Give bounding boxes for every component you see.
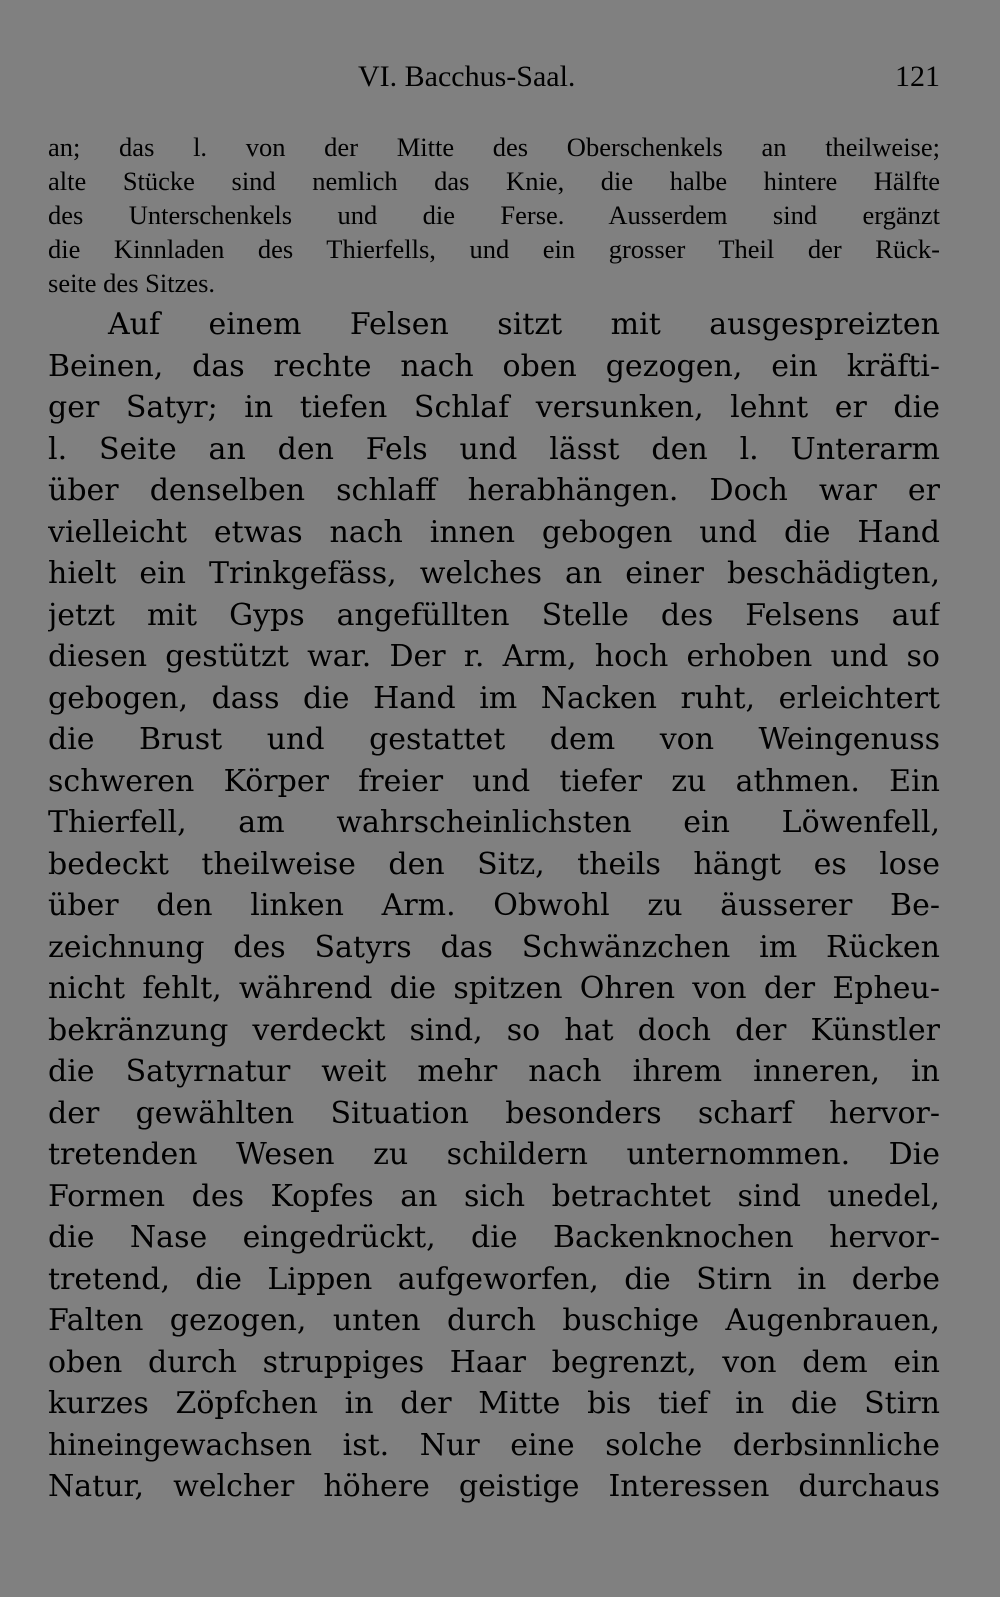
text-line: seite des Sitzes. bbox=[48, 268, 216, 298]
text-line: kurzes Zöpfchen in der Mitte bis tief in die Stirn bbox=[48, 1386, 940, 1421]
text-line: nicht fehlt, während die spitzen Ohren von der Epheu- bbox=[48, 971, 940, 1006]
text-line: des Unterschenkels und die Ferse. Ausserdem sind ergänzt bbox=[48, 200, 940, 230]
text-line: hineingewachsen ist. Nur eine solche derbsinnliche bbox=[48, 1427, 940, 1463]
text-line: bekränzung verdeckt sind, so hat doch der Künstler bbox=[48, 1012, 940, 1048]
text-line: Falten gezogen, unten durch buschige Augenbrauen, bbox=[48, 1303, 940, 1338]
text-line: die Brust und gestattet dem von Weingenuss bbox=[48, 722, 940, 757]
text-line: gebogen, dass die Hand im Nacken ruht, erleichtert bbox=[48, 680, 940, 716]
text-line: zeichnung des Satyrs das Schwänzchen im Rücken bbox=[48, 929, 940, 965]
text-line: ger Satyr; in tiefen Schlaf versunken, lehnt er die bbox=[48, 390, 940, 425]
text-line: jetzt mit Gyps angefüllten Stelle des Felsens auf bbox=[48, 597, 940, 633]
text-line: die Nase eingedrückt, die Backenknochen hervor- bbox=[48, 1220, 940, 1255]
text-line: Formen des Kopfes an sich betrachtet sind unedel, bbox=[48, 1178, 940, 1214]
text-line: Beinen, das rechte nach oben gezogen, ein kräfti- bbox=[48, 348, 940, 384]
text-line: Natur, welcher höhere geistige Interessen durchaus bbox=[48, 1469, 940, 1504]
page-number: 121 bbox=[895, 60, 940, 93]
footnote-continuation bbox=[48, 130, 940, 300]
text-line: bedeckt theilweise den Sitz, theils hängt es lose bbox=[48, 846, 940, 882]
text-line: l. Seite an den Fels und lässt den l. Unterarm bbox=[48, 431, 940, 467]
text-line: tretenden Wesen zu schildern unternommen. Die bbox=[48, 1137, 940, 1172]
text-line: der gewählten Situation besonders scharf hervor- bbox=[48, 1095, 940, 1131]
text-line: die Kinnladen des Thierfells, und ein grosser Theil der Rück- bbox=[48, 234, 940, 264]
text-line: die Satyrnatur weit mehr nach ihrem inneren, in bbox=[48, 1054, 940, 1089]
body-paragraph bbox=[48, 304, 940, 1508]
running-head: VI. Bacchus-Saal. bbox=[358, 60, 576, 93]
text-line: vielleicht etwas nach innen gebogen und die Hand bbox=[48, 514, 940, 550]
text-line: über denselben schlaff herabhängen. Doch war er bbox=[48, 473, 940, 508]
text-line: tretend, die Lippen aufgeworfen, die Stirn in derbe bbox=[48, 1261, 940, 1297]
text-line: diesen gestützt war. Der r. Arm, hoch erhoben und so bbox=[48, 639, 940, 674]
text-line: Auf einem Felsen sitzt mit ausgespreizten bbox=[108, 307, 940, 342]
text-line: Thierfell, am wahrscheinlichsten ein Löwenfell, bbox=[48, 805, 940, 840]
text-line: über den linken Arm. Obwohl zu äusserer Be- bbox=[48, 888, 940, 923]
page-header bbox=[48, 60, 940, 100]
text-line: schweren Körper freier und tiefer zu athmen. Ein bbox=[48, 763, 940, 799]
text-line: hielt ein Trinkgefäss, welches an einer beschädigten, bbox=[48, 556, 940, 591]
text-line: alte Stücke sind nemlich das Knie, die halbe hintere Hälfte bbox=[48, 166, 940, 196]
text-line: an; das l. von der Mitte des Oberschenkels an theilweise; bbox=[48, 132, 940, 162]
text-line: oben durch struppiges Haar begrenzt, von dem ein bbox=[48, 1344, 940, 1380]
